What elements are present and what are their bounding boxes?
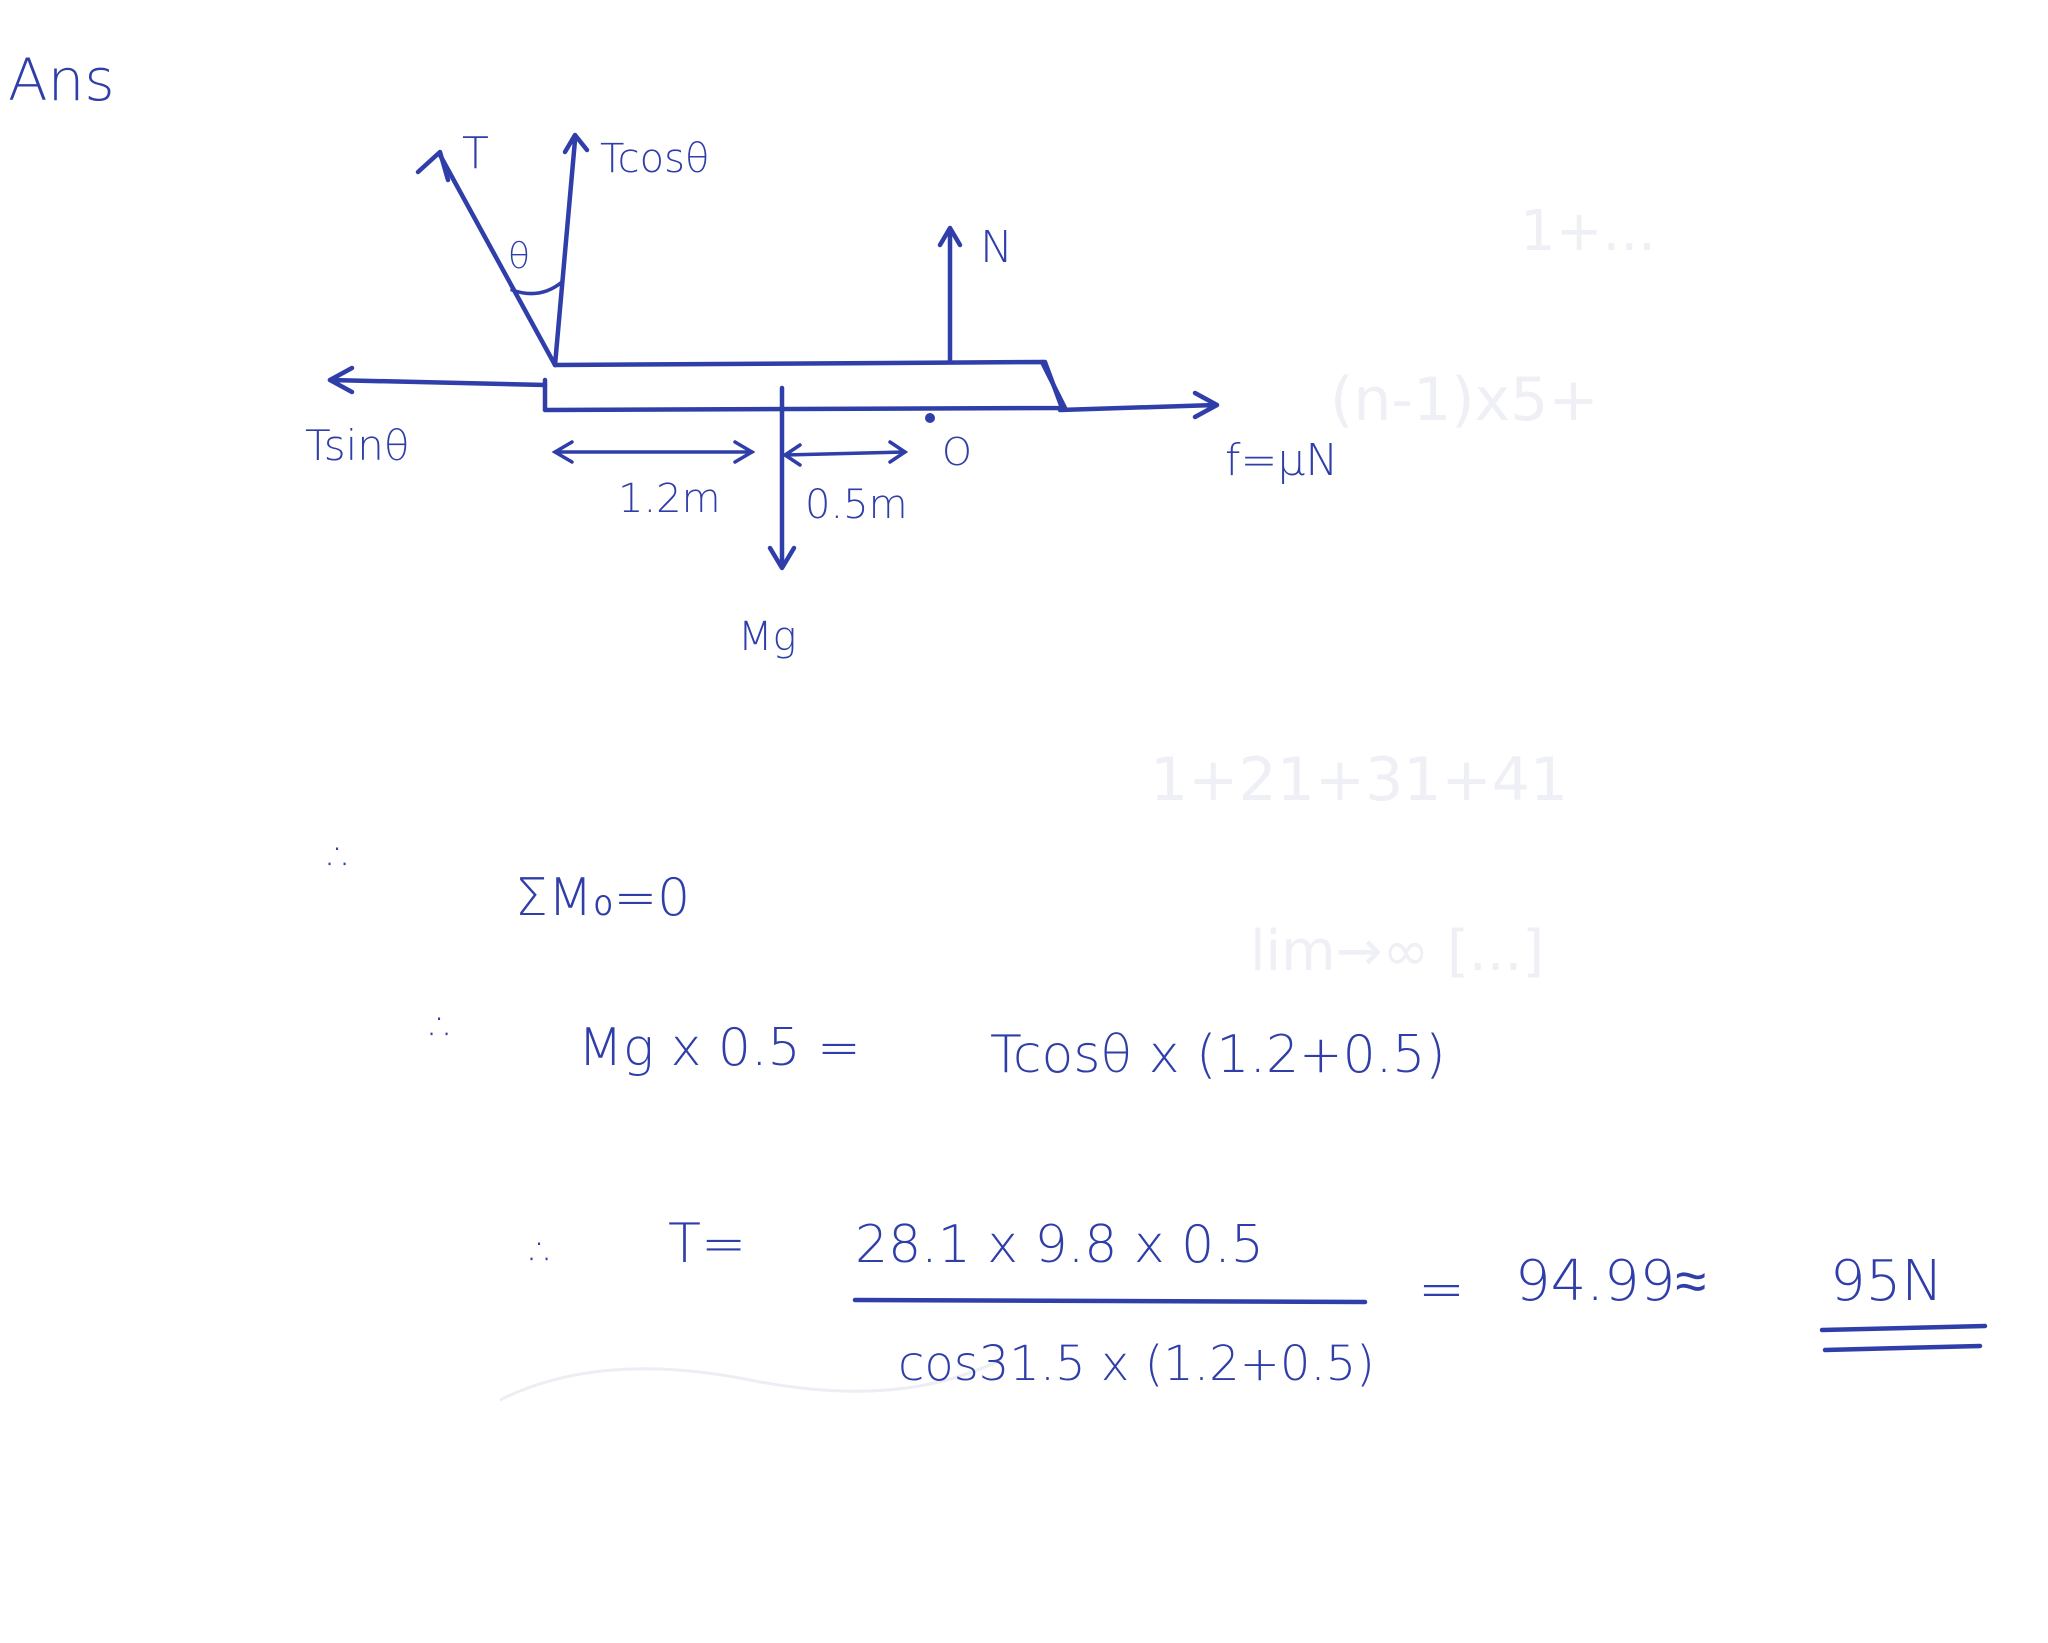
distance-label-2: 0.5m	[805, 482, 908, 528]
fraction-bar	[855, 1300, 1365, 1302]
svg-text:1+...: 1+...	[1520, 199, 1656, 264]
balance-rhs: Tcosθ x (1.2+0.5)	[990, 1025, 1446, 1085]
answer-heading: Ans	[8, 46, 115, 114]
tension-arrow	[440, 155, 555, 365]
svg-text:lim→∞ [...]: lim→∞ [...]	[1250, 919, 1545, 984]
angle-label: θ	[508, 236, 531, 277]
fraction-denominator: cos31.5 x (1.2+0.5)	[898, 1336, 1375, 1392]
balance-lhs: Mg x 0.5 =	[578, 1018, 861, 1078]
therefore-symbol-3: ∴	[530, 1229, 556, 1275]
weight-label: Mg	[738, 614, 797, 660]
therefore-symbol-2: ∴	[430, 1004, 456, 1050]
moment-equation: ΣM₀=0	[515, 868, 691, 928]
solution-steps	[328, 834, 1985, 1392]
svg-text:(n-1)x5+: (n-1)x5+	[1330, 365, 1599, 435]
tension-label: T	[462, 128, 489, 179]
free-body-diagram	[305, 128, 1338, 660]
friction-label: f=μN	[1225, 435, 1339, 486]
therefore-symbol-1: ∴	[328, 834, 354, 880]
fraction-numerator: 28.1 x 9.8 x 0.5	[855, 1215, 1264, 1275]
answer-underline-1	[1822, 1326, 1985, 1330]
angle-arc	[512, 282, 562, 294]
svg-text:1+21+31+41: 1+21+31+41	[1150, 745, 1569, 815]
horizontal-component-label: Tsinθ	[305, 421, 410, 470]
tension-arrowhead	[418, 152, 448, 180]
result-value: 94.99≈	[1515, 1249, 1707, 1314]
dimension-line-2	[785, 452, 905, 455]
vertical-component-arrow	[555, 140, 575, 365]
friction-arrow	[1060, 405, 1215, 410]
horizontal-component-arrow	[330, 380, 545, 385]
rod	[545, 362, 1062, 410]
pivot-label: O	[942, 430, 972, 474]
normal-label: N	[980, 222, 1013, 273]
answer-underline-2	[1825, 1346, 1980, 1350]
pivot-point	[925, 413, 935, 423]
distance-label-1: 1.2m	[618, 476, 721, 522]
final-answer: 95N	[1830, 1249, 1944, 1314]
tension-equation-label: T=	[668, 1212, 747, 1275]
result-equals-sign: =	[1418, 1257, 1465, 1322]
vertical-component-label: Tcosθ	[600, 136, 710, 182]
rod-end-cap	[1042, 362, 1065, 408]
